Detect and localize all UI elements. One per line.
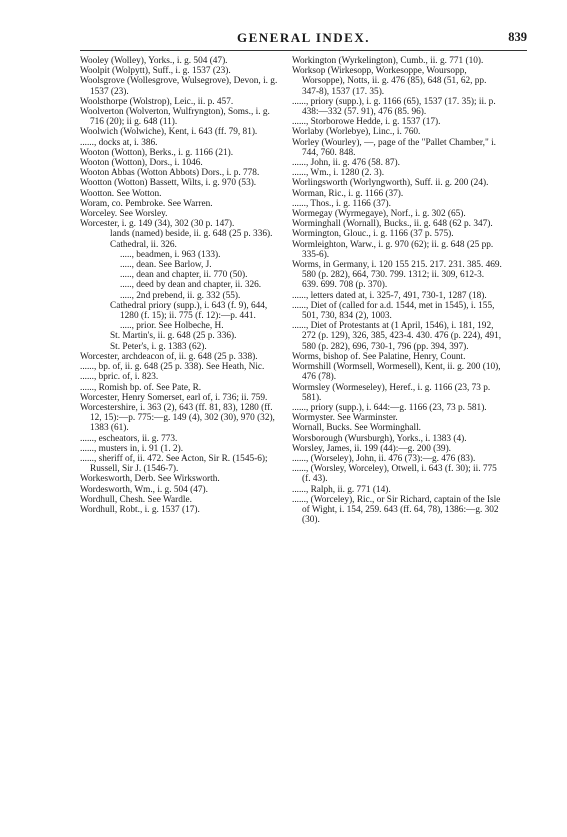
index-entry: ....., deed by dean and chapter, ii. 326. xyxy=(120,280,262,291)
index-entry: ......, escheators, ii. g. 773. xyxy=(80,433,178,444)
index-entry: ......, priory (supp.), i. 644:—g. 1166 (23, 73 p. 581). xyxy=(292,402,487,413)
index-entry: Cathedral, ii. 326. xyxy=(110,239,177,250)
index-entry: Woolverton (Wolverton, Wulfryngton), Soms., i. g. 716 (20); ii g. 648 (11). xyxy=(80,107,270,128)
index-entry: Wormleighton, Warw., i. g. 970 (62); ii. g. 648 (25 pp. 335-6). xyxy=(292,239,494,260)
index-entry: ......, priory (supp.), i. g. 1166 (65), 1537 (17. 35); ii. p. 438:—332 (57. 91), 476 (85. 96). xyxy=(292,96,496,118)
index-entry: ......, Wm., i. 1280 (2. 3). xyxy=(292,168,385,179)
index-entry: Wornall, Bucks. See Worminghall. xyxy=(292,423,421,434)
index-entry: Wormshill (Wormsell, Wormesell), Kent, ii. g. 200 (10), 476 (78). xyxy=(292,362,501,383)
index-entry: Worlaby (Worlebye), Linc., i. 760. xyxy=(292,127,421,138)
index-entry: Wootton. See Wotton. xyxy=(80,188,162,199)
index-entry: Worms, in Germany, i. 120 155 215. 217. 231. 385. 469. 580 (p. 282), 664, 730. 799. 1312; ii. 309, 612-3. 639. 699. 708 (p. 370). xyxy=(292,260,502,291)
index-entry: Woolsgrove (Wollesgrove, Wulsegrove), Devon, i. g. 1537 (23). xyxy=(80,76,278,97)
index-entry: Worcester, i. g. 149 (34), 302 (30 p. 147). xyxy=(80,219,235,230)
index-entry: lands (named) beside, ii. g. 648 (25 p. 336). xyxy=(110,229,273,240)
index-entry: ......, Diet of Protestants at (1 April, 1546), i. 181, 192, 272 (p. 129), 326, 385, 423-4. 430. 476 (p. 224), 491, 580 (p. 282), 696, 730-1, 796 (pp. 394, 397). xyxy=(292,321,502,352)
index-entry: Wooton (Wotton), Dors., i. 1046. xyxy=(80,158,203,169)
index-entry: ......, Thos., i. g. 1166 (37). xyxy=(292,198,391,209)
index-entry: Worsborough (Wursburgh), Yorks., i. 1383 (4). xyxy=(292,433,467,444)
index-entry: Workesworth, Derb. See Wirksworth. xyxy=(80,474,220,485)
page-number: 839 xyxy=(508,30,527,44)
index-entry: ......, letters dated at, i. 325-7, 491, 730-1, 1287 (18). xyxy=(292,290,487,301)
index-entry: ......, Storborowe Hedde, i. g. 1537 (17). xyxy=(292,117,441,128)
index-column-right xyxy=(292,56,502,525)
index-entry: ....., dean and chapter, ii. 770 (50). xyxy=(120,270,248,281)
index-entry: Wormegay (Wyrmegaye), Norf., i. g. 302 (65). xyxy=(292,209,466,220)
index-entry: Worminghall (Wornall), Bucks., ii. g. 648 (62 p. 347). xyxy=(292,219,493,230)
index-entry: Woolsthorpe (Wolstrop), Leic., ii. p. 457. xyxy=(80,96,234,107)
page-title: GENERAL INDEX. xyxy=(237,30,370,45)
index-entry: Worlingsworth (Worlyngworth), Suff. ii. g. 200 (24). xyxy=(292,178,489,189)
index-entry: ....., prior. See Holbeche, H. xyxy=(120,321,224,332)
index-entry: Wormyster. See Warminster. xyxy=(292,413,398,424)
index-entry: Wooley (Wolley), Yorks., i. g. 504 (47). xyxy=(80,56,228,66)
index-entry: ......, musters in, i. 91 (1. 2). xyxy=(80,443,184,454)
index-entry: ....., dean. See Barlow, J. xyxy=(120,260,212,271)
index-entry: ......, Romish bp. of. See Pate, R. xyxy=(80,382,202,393)
index-entry: ......, Ralph, ii. g. 771 (14). xyxy=(292,484,391,495)
index-entry: Worsley, James, ii. 199 (44):—g. 200 (39). xyxy=(292,443,451,454)
index-entry: Wordhull, Chesh. See Wardle. xyxy=(80,494,192,505)
index-column-left xyxy=(80,56,280,515)
page-header xyxy=(80,30,527,50)
index-entry: ......, docks at, i. 386. xyxy=(80,137,158,148)
index-entry: ......, (Worseley), John, ii. 476 (73):—g. 476 (83). xyxy=(292,453,476,464)
index-entry: St. Martin's, ii. g. 648 (25 p. 336). xyxy=(110,331,237,342)
index-entry: Woolpit (Wolpytt), Suff., i. g. 1537 (23). xyxy=(80,66,231,77)
index-entry: Worley (Wourley), —, page of the "Pallet Chamber," i. 744, 760. 848. xyxy=(292,137,496,158)
index-entry: Cathedral priory (supp.), i. 643 (f. 9), 644, 1280 (f. 15); ii. 775 (f. 12):—p. 441. xyxy=(110,300,268,322)
index-entry: ......, bp. of, ii. g. 648 (25 p. 338). See Heath, Nic. xyxy=(80,362,265,373)
index-entry: Woolwich (Wolwiche), Kent, i. 643 (ff. 79, 81). xyxy=(80,127,258,138)
index-entry: ......, John, ii. g. 476 (58. 87). xyxy=(292,158,400,169)
index-entry: ......, Diet of (called for a.d. 1544, met in 1545), i. 155, 501, 730, 834 (2), 1003. xyxy=(292,300,495,322)
index-entry: Wordhull, Robt., i. g. 1537 (17). xyxy=(80,504,200,515)
index-entry: St. Peter's, i. g. 1383 (62). xyxy=(110,341,207,352)
index-entry: Woram, co. Pembroke. See Warren. xyxy=(80,198,213,209)
index-entry: Wooton Abbas (Wotton Abbots) Dors., i. p. 778. xyxy=(80,168,260,179)
index-entry: Wormington, Glouc., i. g. 1166 (37 p. 575). xyxy=(292,229,454,240)
index-entry: Worcester, Henry Somerset, earl of, i. 736; ii. 759. xyxy=(80,392,268,403)
index-entry: Wormsley (Wormeseley), Heref., i. g. 1166 (23, 73 p. 581). xyxy=(292,382,491,403)
index-entry: ......, bpric. of, i. 823. xyxy=(80,372,159,383)
index-entry: Wordesworth, Wm., i. g. 504 (47). xyxy=(80,484,208,495)
index-entry: ......, (Worsley, Worceley), Otwell, i. 643 (f. 30); ii. 775 (f. 43). xyxy=(292,464,497,485)
index-entry: ......, sheriff of, ii. 472. See Acton, Sir R. (1545-6); Russell, Sir J. (1546-7). xyxy=(80,453,268,475)
index-entry: Workington (Wyrkelington), Cumb., ii. g. 771 (10). xyxy=(292,56,484,66)
index-entry: Wooton (Wotton), Berks., i. g. 1166 (21). xyxy=(80,147,234,158)
index-entry: Worms, bishop of. See Palatine, Henry, Count. xyxy=(292,351,466,362)
header-rule xyxy=(80,50,527,51)
index-entry: Worksop (Wirkesopp, Workesoppe, Woursopp, Worsoppe), Notts, ii. g. 476 (85), 648 (51, 62, pp. 347-8), 1537 (17. 35). xyxy=(292,66,487,97)
index-entry: ....., 2nd prebend, ii. g. 332 (55). xyxy=(120,290,241,301)
index-entry: Worcestershire, i. 363 (2), 643 (ff. 81, 83), 1280 (ff. 12, 15):—p. 775:—g. 149 (4), 302 (30), 970 (32), 1383 (61). xyxy=(80,402,275,434)
index-entry: ......, (Worceley), Ric., or Sir Richard, captain of the Isle of Wight, i. 154, 259. 643 (ff. 64, 78), 1386:—g. 302 (30). xyxy=(292,494,501,526)
index-entry: Worceley. See Worsley. xyxy=(80,209,168,220)
index-entry: ....., beadmen, i. 963 (133). xyxy=(120,249,221,260)
index-entry: Worcester, archdeacon of, ii. g. 648 (25 p. 338). xyxy=(80,351,258,362)
index-entry: Wootton (Wotton) Bassett, Wilts, i. g. 970 (53). xyxy=(80,178,257,189)
index-entry: Worman, Ric., i. g. 1166 (37). xyxy=(292,188,404,199)
